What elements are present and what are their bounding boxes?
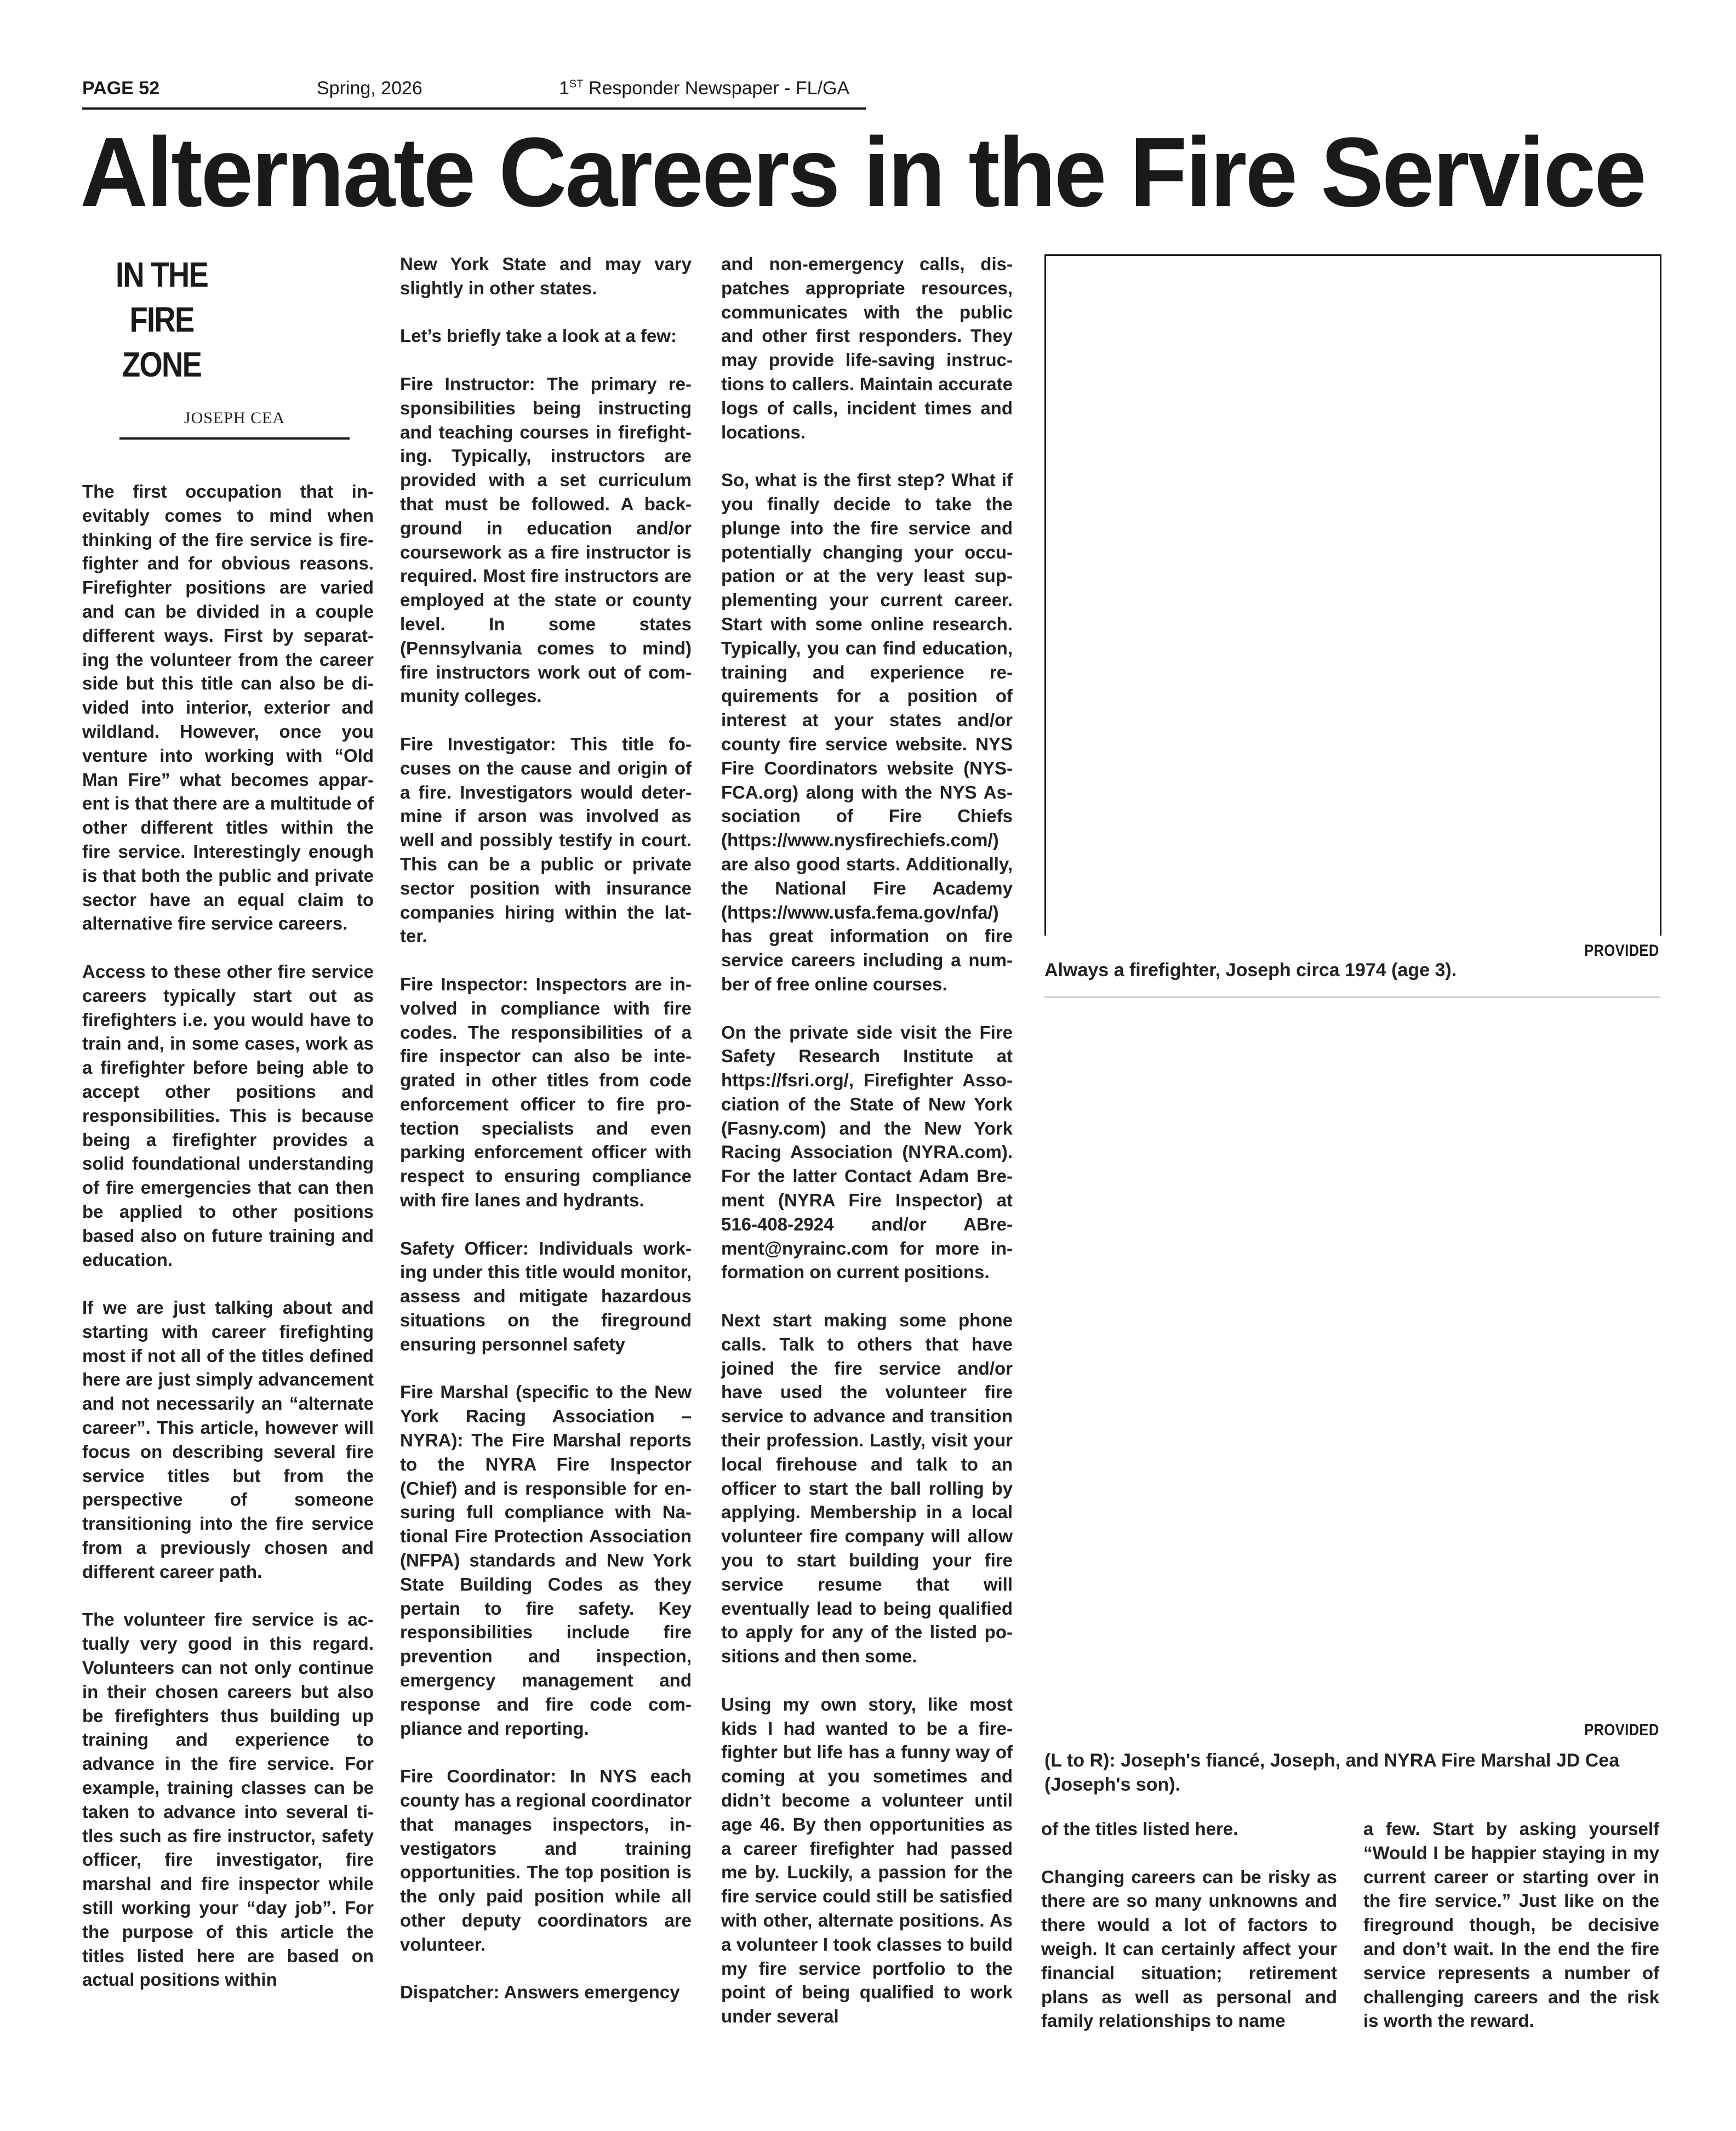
article-paragraph: Using my own story, like most kids I had wanted to be a firefighter but life has a funny way of coming at you sometimes and didn’t become a volunteer until age 46. By then opportunities as a career firefighter had passed me by. Luckily, a passion for the fire service could still be satisfied with other, alternate positions. As a volunteer I took classes to build my fire service portfolio to the point of being qualified to work under several <box>721 1694 1013 2027</box>
article-column-3 <box>721 252 1013 2029</box>
article-paragraph: The first occupation that inevitably comes to mind when thinking of the fire service is firefighter and for obvious reasons. Firefighter positions are varied and can be divided in a couple different ways. First by separating the volunteer from the career side but this title can also be divided into interior, exterior and wildland. However, once you venture into working with “Old Man Fire” what becomes apparent is that there are a multitude of other different titles within the fire service. Interestingly enough is that both the public and private sector have an equal claim to alternative fire service careers. <box>82 481 374 934</box>
article-paragraph: Access to these other fire service careers typically start out as firefighters i.e. you would have to train and, in some cases, work as a firefighter before being able to accept other positions and responsibilities. This is because being a firefighter provides a solid foundational understanding of fire emergencies that can then be applied to other positions based also on future training and education. <box>82 961 374 1270</box>
article-column-4 <box>1041 1817 1337 2033</box>
article-paragraph: New York State and may vary slightly in other states. <box>400 254 692 298</box>
article-column-5 <box>1363 1817 1659 2033</box>
article-paragraph: Fire Coordinator: In NYS each county has a regional coordinator that manages inspectors, investigators and training opportunities. The top position is the only paid position while all other deputy coordinators are volunteer. <box>400 1766 692 1955</box>
caption-divider <box>1044 996 1660 998</box>
column-logo-line: ZONE <box>122 345 202 384</box>
article-paragraph: Let’s briefly take a look at a few: <box>400 326 677 346</box>
publication-name <box>559 78 849 99</box>
publication-name-superscript: ST <box>569 78 584 90</box>
article-column-2 <box>400 252 692 2004</box>
column-logo-line: IN THE <box>115 255 208 294</box>
article-paragraph: a few. Start by asking yourself “Would I be happier staying in my current career or starting over in the fire service.” Just like on the fireground though, be decisive and don’t wait. In the end the fire service represents a number of challenging careers and the risk is worth the reward. <box>1363 1819 1659 2031</box>
headline: Alternate Careers in the Fire Service <box>80 117 1645 227</box>
article-paragraph: Next start making some phone calls. Talk to others that have joined the fire service and/or have used the volunteer fire service to advance and transition their profession. Lastly, visit your local firehouse and talk to an officer to start the ball rolling by applying. Membership in a local volunteer fire company will allow you to start building your fire service resume that will eventually lead to being qualified to apply for any of the listed positions and then some. <box>721 1310 1013 1667</box>
article-paragraph: So, what is the first step? What if you finally decide to take the plunge into the fire service and potentially changing your occupation or at the very least supplementing your current career. Start with some online research. Typically, you can find education, training and experience requirements for a position of interest at your states and/or county fire service website. NYS Fire Coordinators website (NYSFCA.org) along with the NYS Association of Fire Chiefs (https://www.nysfirechiefs.com/) are also good starts. Additionally, the National Fire Academy (https://www.usfa.fema.gov/nfa/) has great information on fire service careers including a number of free online courses. <box>721 470 1013 994</box>
article-column-1 <box>82 480 374 1992</box>
article-paragraph: On the private side visit the Fire Safety Research Institute at https://fsri.org/, Firefighter Association of the State of New York (Fasny.com) and the New York Racing Association (NYRA.com). For the latter Contact Adam Brement (NYRA Fire Inspector) at 516-408-2924 and/or ABrement@nyrainc.com for more information on current positions. <box>721 1022 1013 1283</box>
publication-name-suffix: Responder Newspaper - FL/GA <box>583 78 850 99</box>
photo-joseph-1974 <box>1044 254 1661 936</box>
column-logo-line: FIRE <box>129 300 194 339</box>
article-paragraph: Fire Inspector: Inspectors are involved in compliance with fire codes. The responsibilities of a fire inspector can also be integrated in other titles from code enforcement officer to fire protection specialists and even parking enforcement officer with respect to ensuring compliance with fire lanes and hydrants. <box>400 973 692 1211</box>
article-paragraph: Changing careers can be risky as there are so many unknowns and there would a lot of factors to weigh. It can certainly affect your financial situation; retirement plans as well as personal and family relationships to name <box>1041 1866 1337 2031</box>
article-paragraph: of the titles listed here. <box>1041 1819 1238 1839</box>
byline: JOSEPH CEA <box>184 409 285 427</box>
page-number: PAGE 52 <box>82 78 160 99</box>
article-paragraph: Fire Instructor: The primary responsibilities being instructing and teaching courses in firefighting. Typically, instructors are provided with a set curriculum that must be followed. A background in education and/or coursework as a fire instructor is required. Most fire instructors are employed at the state or county level. In some states (Pennsylvania comes to mind) fire instructors work out of community colleges. <box>400 373 692 706</box>
article-paragraph: If we are just talking about and starting with career firefighting most if not all of the titles defined here are just simply advancement and not necessarily an “alternate career”. This article, however will focus on describing several fire service titles but from the perspective of someone transitioning into the fire service from a previously chosen and different career path. <box>82 1297 374 1582</box>
publication-name-prefix: 1 <box>559 78 569 99</box>
photo-credit: PROVIDED <box>1584 1721 1659 1739</box>
photo-caption: (L to R): Joseph's fiancé, Joseph, and NYRA Fire Marshal JD Cea (Joseph's son). <box>1044 1750 1620 1795</box>
article-paragraph: Fire Investigator: This title focuses on the cause and origin of a fire. Investigators would determine if arson was involved as well and possibly testify in court. This can be a public or private sector position with insurance companies hiring within the latter. <box>400 733 692 947</box>
photo-family-group <box>1044 1014 1660 1716</box>
column-logo <box>115 252 208 387</box>
article-paragraph: The volunteer fire service is actually very good in this regard. Volunteers can not only continue in their chosen careers but also be firefighters thus building up training and experience to advance in the fire service. For example, training classes can be taken to advance into several titles such as fire instructor, safety officer, fire investigator, fire marshal and fire inspector while still working your “day job”. For the purpose of this article the titles listed here are based on actual positions within <box>82 1609 374 1990</box>
article-paragraph: and non-emergency calls, dispatches appropriate resources, communicates with the public and other first responders. They may provide life-saving instructions to callers. Maintain accurate logs of calls, incident times and locations. <box>721 254 1013 442</box>
article-paragraph: Safety Officer: Individuals working under this title would monitor, assess and mitigate hazardous situations on the fireground ensuring personnel safety <box>400 1238 692 1354</box>
header-rule <box>82 107 866 110</box>
article-paragraph: Dispatcher: Answers emergency <box>400 1982 680 2003</box>
article-paragraph: Fire Marshal (specific to the New York Racing Association – NYRA): The Fire Marshal reports to the NYRA Fire Inspector (Chief) and is responsible for ensuring full compliance with National Fire Protection Association (NFPA) standards and New York State Building Codes as they pertain to fire safety. Key responsibilities include fire prevention and inspection, emergency management and response and fire code compliance and reporting. <box>400 1382 692 1739</box>
byline-rule <box>119 437 350 440</box>
photo-caption: Always a firefighter, Joseph circa 1974 (age 3). <box>1044 960 1457 981</box>
issue-date: Spring, 2026 <box>317 78 422 99</box>
photo-credit: PROVIDED <box>1584 942 1659 960</box>
